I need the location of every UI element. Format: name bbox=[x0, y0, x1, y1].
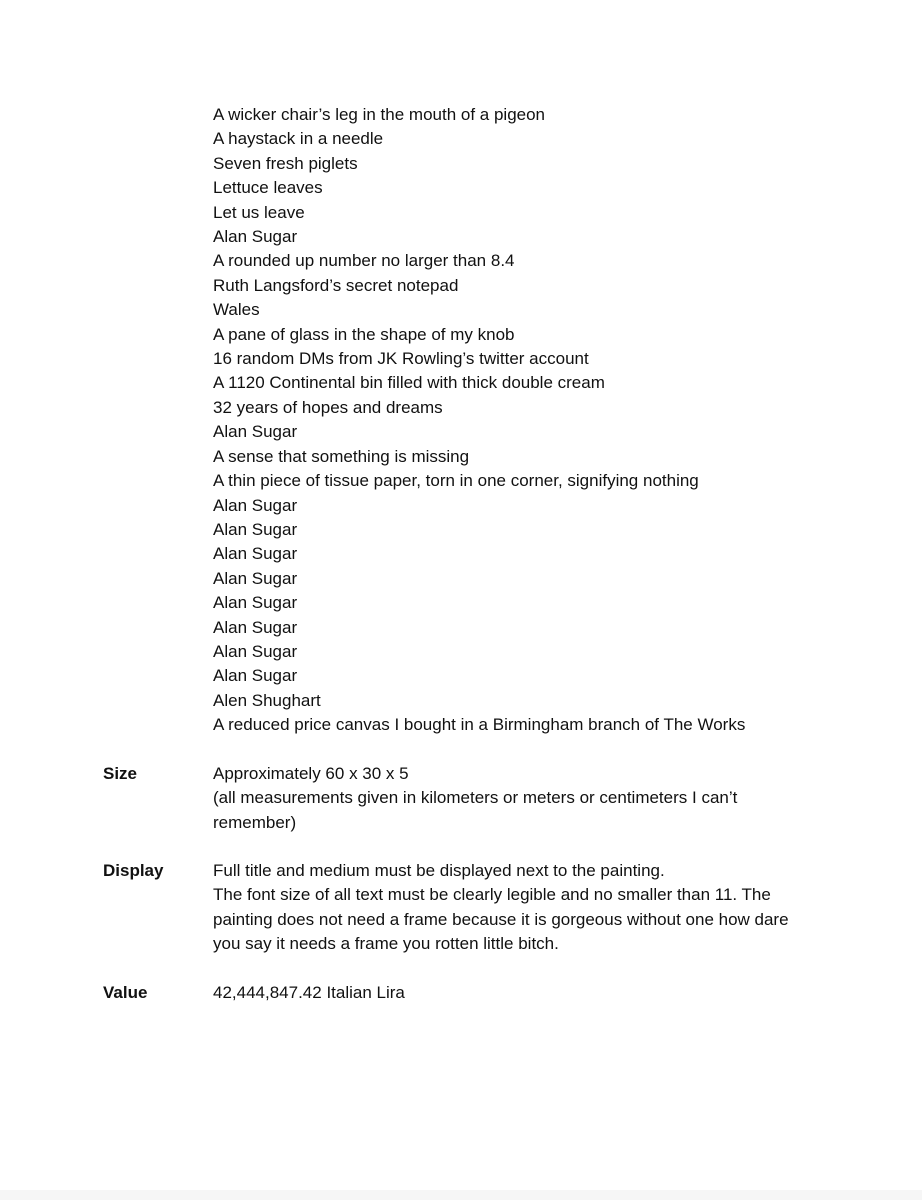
display-value bbox=[213, 859, 813, 957]
display-line: Full title and medium must be displayed next to the painting. bbox=[213, 861, 665, 880]
medium-item: A pane of glass in the shape of my knob bbox=[213, 324, 515, 344]
medium-item: A wicker chair’s leg in the mouth of a pigeon bbox=[213, 105, 546, 124]
value-amount bbox=[213, 981, 813, 1005]
value-line: 42,444,847.42 Italian Lira bbox=[213, 983, 405, 1002]
medium-item: Alan Sugar bbox=[213, 227, 298, 247]
medium-item: Lettuce leaves bbox=[213, 178, 323, 198]
medium-item: Ruth Langsford’s secret notepad bbox=[213, 275, 459, 295]
size-label: Size bbox=[103, 764, 138, 783]
medium-item: Alan Sugar bbox=[213, 495, 298, 515]
medium-item: Alan Sugar bbox=[213, 544, 298, 564]
display-line: painting does not need a frame because it is gorgeous without one how dare bbox=[213, 909, 789, 929]
size-line: Approximately 60 x 30 x 5 bbox=[213, 764, 409, 783]
medium-item: Alan Sugar bbox=[213, 593, 298, 613]
medium-item: Alan Sugar bbox=[213, 422, 298, 442]
display-label: Display bbox=[103, 861, 164, 880]
medium-item: 16 random DMs from JK Rowling’s twitter account bbox=[213, 349, 589, 369]
medium-item: 32 years of hopes and dreams bbox=[213, 397, 443, 417]
page-bottom-edge bbox=[0, 1190, 922, 1200]
medium-item: Seven fresh piglets bbox=[213, 153, 358, 173]
medium-item: Alan Sugar bbox=[213, 519, 298, 539]
medium-item: Wales bbox=[213, 300, 260, 320]
medium-item: Alen Shughart bbox=[213, 690, 321, 710]
medium-item: Alan Sugar bbox=[213, 641, 298, 661]
medium-item: Let us leave bbox=[213, 202, 305, 222]
medium-item: Alan Sugar bbox=[213, 568, 298, 588]
value-label: Value bbox=[103, 983, 148, 1002]
medium-list bbox=[213, 103, 745, 738]
size-line: (all measurements given in kilometers or meters or centimeters I can’t bbox=[213, 788, 738, 808]
medium-item: A thin piece of tissue paper, torn in one corner, signifying nothing bbox=[213, 471, 699, 491]
medium-item: A reduced price canvas I bought in a Birmingham branch of The Works bbox=[213, 715, 746, 735]
size-line: remember) bbox=[213, 812, 297, 832]
display-line: you say it needs a frame you rotten little bitch. bbox=[213, 934, 559, 954]
medium-item: A sense that something is missing bbox=[213, 446, 470, 466]
medium-item: A haystack in a needle bbox=[213, 129, 384, 149]
medium-item: A rounded up number no larger than 8.4 bbox=[213, 251, 515, 271]
medium-item: Alan Sugar bbox=[213, 666, 298, 686]
size-value bbox=[213, 762, 813, 835]
display-line: The font size of all text must be clearly legible and no smaller than 11. The bbox=[213, 885, 771, 905]
medium-item: Alan Sugar bbox=[213, 617, 298, 637]
medium-item: A 1120 Continental bin filled with thick double cream bbox=[213, 373, 605, 393]
